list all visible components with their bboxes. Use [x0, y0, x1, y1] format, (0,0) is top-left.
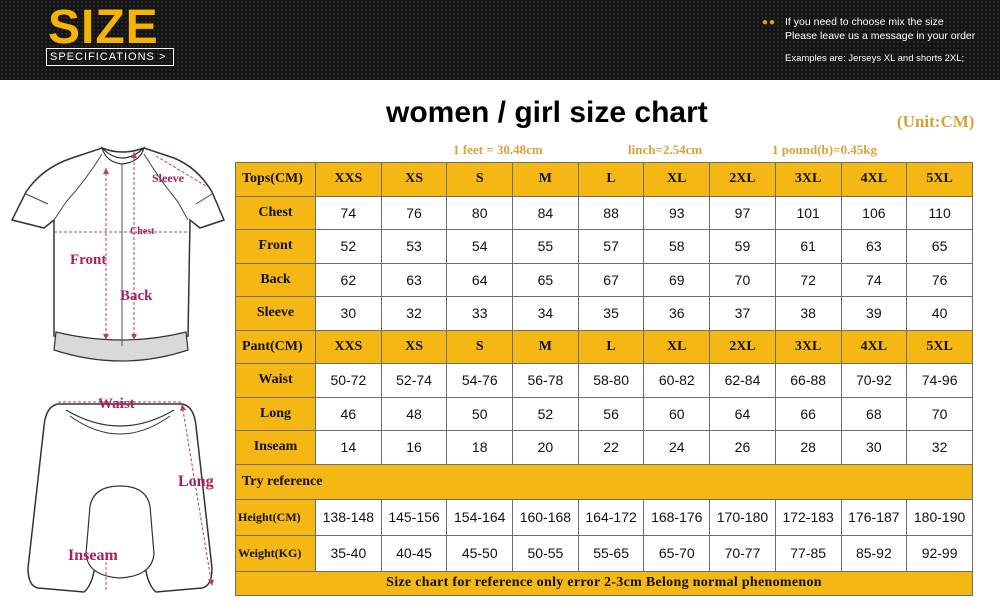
table-cell: 52-74	[381, 364, 447, 398]
table-row	[236, 364, 973, 398]
table-cell: 60	[644, 397, 710, 431]
table-row	[236, 499, 973, 535]
table-cell: 76	[381, 196, 447, 230]
pants-row-label: Inseam	[236, 431, 316, 465]
reference-row-label: Weight(KG)	[236, 535, 316, 571]
feet-conversion: 1 feet = 30.48cm	[453, 142, 543, 157]
table-cell: 74	[841, 263, 907, 297]
table-cell: 65	[907, 230, 973, 264]
table-cell: 180-190	[907, 499, 973, 535]
tops-row-label: Back	[236, 263, 316, 297]
size-header-2xl: 2XL	[710, 330, 776, 364]
table-cell: 80	[447, 196, 513, 230]
size-header-s: S	[447, 163, 513, 197]
reference-row-label: Height(CM)	[236, 499, 316, 535]
table-cell: 176-187	[841, 499, 907, 535]
table-cell: 64	[447, 263, 513, 297]
table-cell: 22	[578, 431, 644, 465]
example-note: Examples are: Jerseys XL and shorts 2XL;	[785, 53, 965, 64]
size-header-xxs: XXS	[316, 163, 382, 197]
table-cell: 60-82	[644, 364, 710, 398]
table-cell: 172-183	[775, 499, 841, 535]
table-cell: 32	[907, 431, 973, 465]
table-cell: 170-180	[710, 499, 776, 535]
table-cell: 40-45	[381, 535, 447, 571]
table-cell: 55	[513, 230, 579, 264]
table-cell: 16	[381, 431, 447, 465]
try-reference-label: Try reference	[236, 464, 973, 499]
table-cell: 92-99	[907, 535, 973, 571]
table-cell: 40	[907, 297, 973, 331]
table-cell: 97	[710, 196, 776, 230]
long-label: Long	[178, 473, 214, 490]
table-cell: 30	[841, 431, 907, 465]
size-header-xl: XL	[644, 163, 710, 197]
table-cell: 45-50	[447, 535, 513, 571]
table-cell: 35-40	[316, 535, 382, 571]
table-cell: 53	[381, 230, 447, 264]
table-cell: 24	[644, 431, 710, 465]
size-header-l: L	[578, 163, 644, 197]
table-row	[236, 397, 973, 431]
table-cell: 56-78	[513, 364, 579, 398]
chart-title: women / girl size chart	[386, 96, 708, 129]
table-row	[236, 535, 973, 571]
table-cell: 77-85	[775, 535, 841, 571]
table-cell: 63	[381, 263, 447, 297]
pants-header-label: Pant(CM)	[236, 330, 316, 364]
table-cell: 66-88	[775, 364, 841, 398]
size-heading: SIZE	[48, 1, 159, 54]
table-cell: 84	[513, 196, 579, 230]
table-cell: 70	[907, 397, 973, 431]
table-cell: 34	[513, 297, 579, 331]
size-table	[235, 162, 973, 596]
table-cell: 57	[578, 230, 644, 264]
table-cell: 33	[447, 297, 513, 331]
table-cell: 76	[907, 263, 973, 297]
table-cell: 38	[775, 297, 841, 331]
bullet-dots-icon: ●●	[762, 17, 777, 28]
inseam-label: Inseam	[68, 547, 118, 564]
waist-label: Waist	[98, 396, 135, 412]
size-header-xs: XS	[381, 330, 447, 364]
table-cell: 64	[710, 397, 776, 431]
table-cell: 61	[775, 230, 841, 264]
size-header-2xl: 2XL	[710, 163, 776, 197]
footer-note: Size chart for reference only error 2-3cm Belong normal phenomenon	[236, 571, 973, 595]
size-header-xl: XL	[644, 330, 710, 364]
size-header-5xl: 5XL	[907, 163, 973, 197]
pound-conversion: 1 pound(b)=0.45kg	[772, 142, 877, 157]
table-cell: 70-92	[841, 364, 907, 398]
chest-label: Chest	[130, 226, 155, 237]
size-header-m: M	[513, 330, 579, 364]
table-cell: 28	[775, 431, 841, 465]
table-cell: 32	[381, 297, 447, 331]
jersey-diagram	[6, 140, 230, 372]
tops-row-label: Front	[236, 230, 316, 264]
table-cell: 70	[710, 263, 776, 297]
table-cell: 63	[841, 230, 907, 264]
tops-header-row	[236, 163, 973, 197]
table-cell: 35	[578, 297, 644, 331]
table-row	[236, 263, 973, 297]
table-cell: 138-148	[316, 499, 382, 535]
table-row	[236, 196, 973, 230]
specifications-label: SPECIFICATIONS	[50, 51, 155, 63]
table-cell: 66	[775, 397, 841, 431]
table-cell: 55-65	[578, 535, 644, 571]
try-reference-row	[236, 464, 973, 499]
table-cell: 30	[316, 297, 382, 331]
chevron-right-icon: >	[158, 51, 167, 63]
table-cell: 62-84	[710, 364, 776, 398]
table-cell: 14	[316, 431, 382, 465]
table-cell: 68	[841, 397, 907, 431]
pants-row-label: Long	[236, 397, 316, 431]
table-cell: 101	[775, 196, 841, 230]
table-cell: 50-55	[513, 535, 579, 571]
table-cell: 48	[381, 397, 447, 431]
table-cell: 39	[841, 297, 907, 331]
table-cell: 74-96	[907, 364, 973, 398]
footer-note-row	[236, 571, 973, 595]
table-cell: 74	[316, 196, 382, 230]
size-header-5xl: 5XL	[907, 330, 973, 364]
table-cell: 70-77	[710, 535, 776, 571]
table-row	[236, 230, 973, 264]
size-header-3xl: 3XL	[775, 330, 841, 364]
table-cell: 88	[578, 196, 644, 230]
table-cell: 154-164	[447, 499, 513, 535]
tops-row-label: Chest	[236, 196, 316, 230]
shorts-pad	[86, 486, 154, 578]
size-header-xs: XS	[381, 163, 447, 197]
size-header-4xl: 4XL	[841, 330, 907, 364]
table-row	[236, 431, 973, 465]
table-cell: 72	[775, 263, 841, 297]
table-cell: 20	[513, 431, 579, 465]
table-cell: 52	[513, 397, 579, 431]
size-header-l: L	[578, 330, 644, 364]
table-cell: 145-156	[381, 499, 447, 535]
tops-header-label: Tops(CM)	[236, 163, 316, 197]
table-cell: 67	[578, 263, 644, 297]
size-header-s: S	[447, 330, 513, 364]
back-label: Back	[120, 288, 153, 304]
shorts-diagram	[6, 386, 232, 604]
table-cell: 93	[644, 196, 710, 230]
table-cell: 37	[710, 297, 776, 331]
table-cell: 110	[907, 196, 973, 230]
table-cell: 54	[447, 230, 513, 264]
table-cell: 50	[447, 397, 513, 431]
table-cell: 26	[710, 431, 776, 465]
pants-row-label: Waist	[236, 364, 316, 398]
table-cell: 62	[316, 263, 382, 297]
inch-conversion: linch=2.54cm	[628, 142, 703, 157]
table-cell: 69	[644, 263, 710, 297]
table-cell: 36	[644, 297, 710, 331]
size-header-3xl: 3XL	[775, 163, 841, 197]
specifications-box	[46, 48, 174, 66]
table-cell: 85-92	[841, 535, 907, 571]
leave-message-note: Please leave us a message in your order	[785, 30, 976, 42]
table-cell: 50-72	[316, 364, 382, 398]
table-cell: 54-76	[447, 364, 513, 398]
table-cell: 52	[316, 230, 382, 264]
table-cell: 65-70	[644, 535, 710, 571]
size-header-xxs: XXS	[316, 330, 382, 364]
table-cell: 168-176	[644, 499, 710, 535]
header-banner	[0, 0, 1000, 80]
size-header-4xl: 4XL	[841, 163, 907, 197]
front-label: Front	[70, 252, 107, 268]
table-cell: 18	[447, 431, 513, 465]
table-cell: 58-80	[578, 364, 644, 398]
table-cell: 65	[513, 263, 579, 297]
table-cell: 59	[710, 230, 776, 264]
pants-header-row	[236, 330, 973, 364]
table-cell: 58	[644, 230, 710, 264]
mix-size-note: If you need to choose mix the size	[785, 16, 944, 28]
table-row	[236, 297, 973, 331]
table-cell: 160-168	[513, 499, 579, 535]
table-cell: 106	[841, 196, 907, 230]
sleeve-label: Sleeve	[152, 171, 184, 185]
unit-label: (Unit:CM)	[897, 112, 975, 131]
table-cell: 46	[316, 397, 382, 431]
table-cell: 164-172	[578, 499, 644, 535]
table-cell: 56	[578, 397, 644, 431]
tops-row-label: Sleeve	[236, 297, 316, 331]
size-header-m: M	[513, 163, 579, 197]
